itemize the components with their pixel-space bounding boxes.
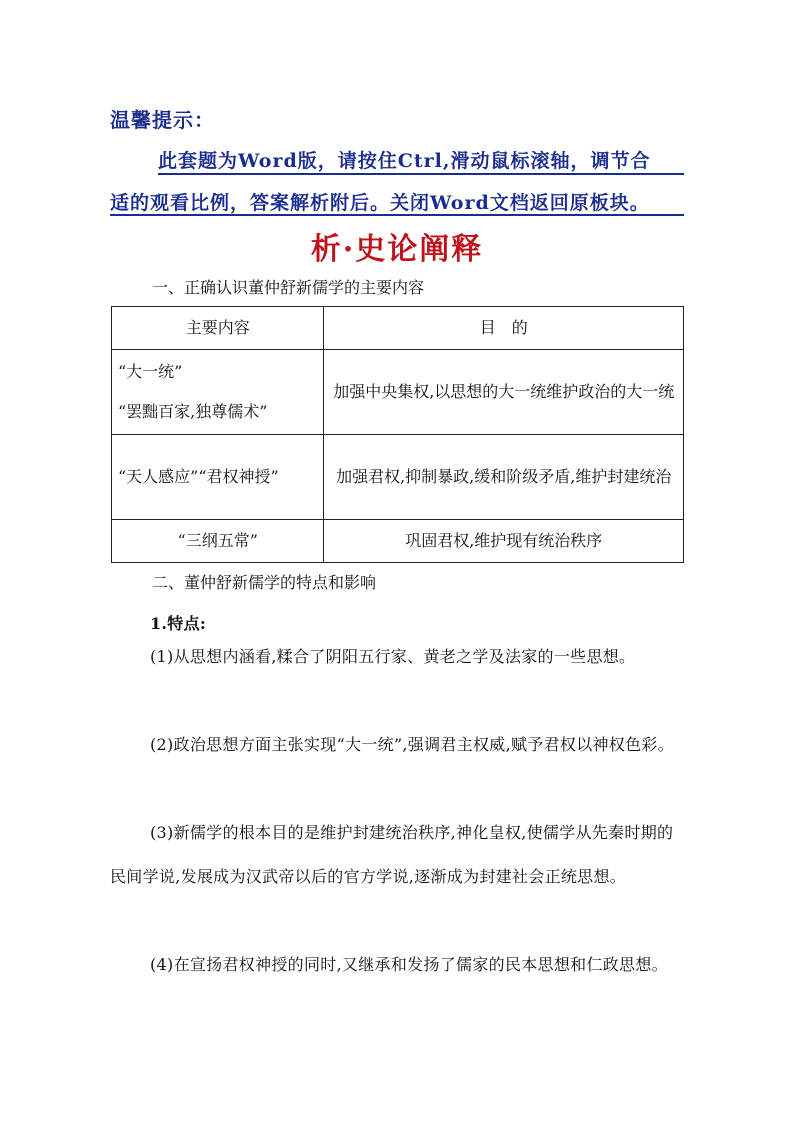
feature-item-text: (3)新儒学的根本目的是维护封建统治秩序,神化皇权,使儒学从先秦时期的民间学说,发展成为汉武帝以后的官方学说,逐渐成为封建社会正统思想。 — [110, 823, 674, 886]
table-row — [112, 435, 684, 520]
table-header-row — [112, 307, 684, 350]
part2-heading: 二、董仲舒新儒学的特点和影响 — [152, 573, 377, 592]
feature-item — [110, 811, 684, 899]
table-header-purpose: 目 的 — [324, 307, 684, 350]
notice-line-1: 此套题为Word版，请按住Ctrl,滑动鼠标滚轴，调节合 — [158, 150, 651, 172]
content-line: “罢黜百家,独尊儒术” — [118, 402, 268, 421]
features-label: 1.特点: — [150, 614, 207, 633]
feature-item — [110, 723, 684, 767]
table-row — [112, 520, 684, 563]
feature-item — [110, 635, 684, 679]
feature-item-text: (4)在宣扬君权神授的同时,又继承和发扬了儒家的民本思想和仁政思想。 — [150, 955, 668, 974]
table-cell-purpose: 加强君权,抑制暴政,缓和阶级矛盾,维护封建统治 — [324, 435, 684, 520]
table-cell-content — [112, 520, 324, 563]
content-line: “大一统” — [118, 362, 183, 381]
table-row — [112, 350, 684, 435]
content-purpose-table — [111, 306, 684, 563]
table-cell-purpose: 加强中央集权,以思想的大一统维护政治的大一统 — [324, 350, 684, 435]
content-line: “三纲五常” — [177, 531, 258, 550]
notice-underline-2 — [110, 214, 684, 216]
part1-heading: 一、正确认识董仲舒新儒学的主要内容 — [152, 278, 425, 297]
table-cell-content — [112, 435, 324, 520]
notice-title: 温馨提示： — [110, 108, 215, 132]
feature-item — [110, 943, 684, 987]
table-cell-content — [112, 350, 324, 435]
feature-item-text: (1)从思想内涵看,糅合了阴阳五行家、黄老之学及法家的一些思想。 — [150, 647, 636, 666]
section-title: 析·史论阐释 — [310, 232, 484, 267]
notice-underline-1 — [158, 173, 684, 175]
table-header-content: 主要内容 — [112, 307, 324, 350]
notice-line-2: 适的观看比例，答案解析附后。关闭Word文档返回原板块。 — [110, 192, 650, 214]
feature-item-text: (2)政治思想方面主张实现“大一统”,强调君主权威,赋予君权以神权色彩。 — [150, 735, 674, 754]
table-cell-purpose: 巩固君权,维护现有统治秩序 — [324, 520, 684, 563]
content-line: “天人感应”“君权神授” — [118, 467, 279, 486]
